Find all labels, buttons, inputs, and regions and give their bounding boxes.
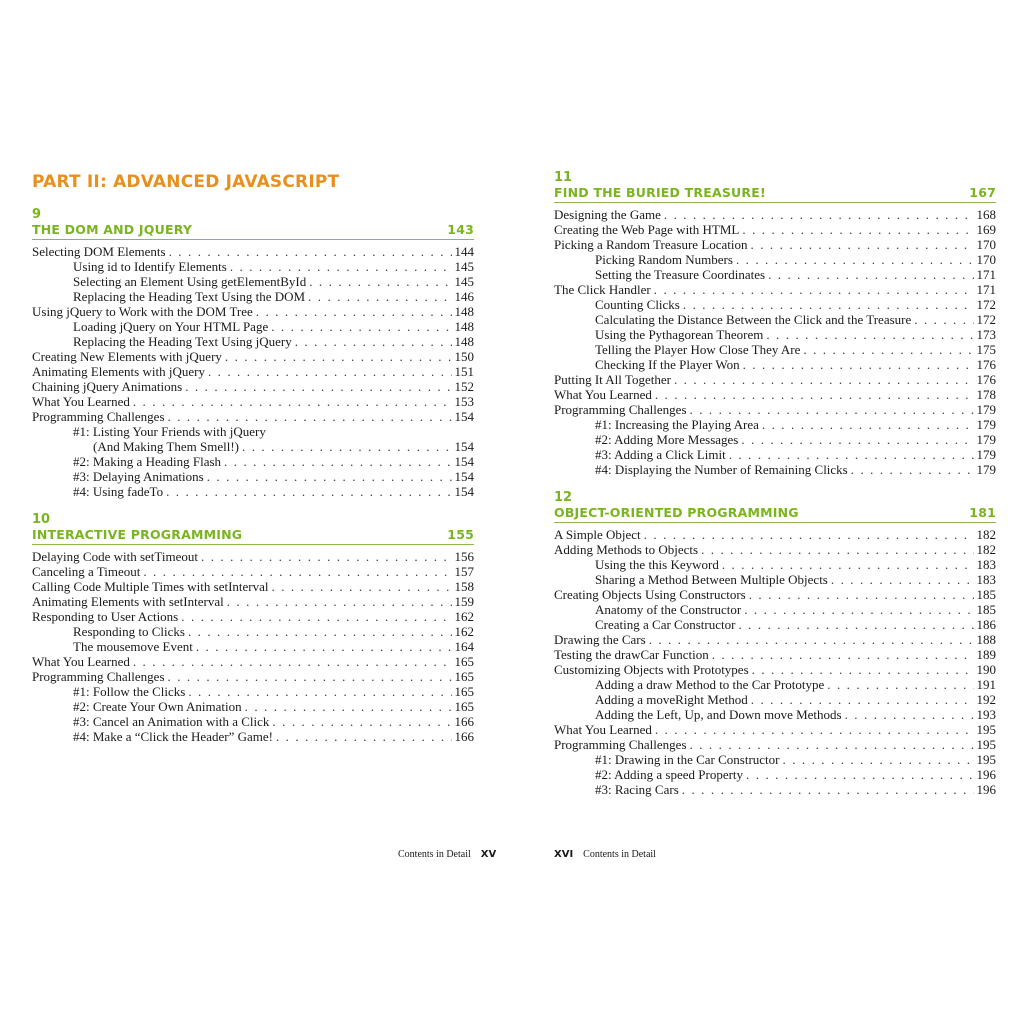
dot-leader — [196, 639, 452, 654]
dot-leader — [738, 617, 973, 632]
dot-leader — [308, 289, 451, 304]
toc-entry-page: 183 — [976, 572, 996, 587]
toc-entry-title: #3: Adding a Click Limit — [595, 447, 726, 462]
dot-leader — [230, 259, 452, 274]
toc-entry-page: 157 — [454, 564, 474, 579]
toc-entry[interactable] — [554, 677, 996, 692]
toc-entry-title: Canceling a Timeout — [32, 564, 141, 579]
toc-entry-title: #4: Using fadeTo — [73, 484, 164, 499]
toc-entry-title: Adding Methods to Objects — [554, 542, 699, 557]
dot-leader — [845, 707, 974, 722]
chapter-heading — [32, 222, 474, 237]
toc-entry-title: Loading jQuery on Your HTML Page — [73, 319, 269, 334]
toc-entry[interactable] — [32, 669, 474, 684]
toc-entry-page: 170 — [976, 237, 996, 252]
toc-entry-list — [32, 549, 474, 744]
toc-entry-page: 153 — [454, 394, 474, 409]
dot-leader — [914, 312, 973, 327]
toc-entry-page: 152 — [454, 379, 474, 394]
toc-entry[interactable] — [32, 549, 474, 564]
toc-entry[interactable] — [554, 542, 996, 557]
toc-entry-page: 158 — [454, 579, 474, 594]
toc-entry-page: 176 — [976, 357, 996, 372]
toc-entry-page: 192 — [976, 692, 996, 707]
toc-entry-page: 196 — [976, 782, 996, 797]
toc-entry[interactable] — [32, 624, 474, 639]
chapter-11 — [554, 171, 996, 477]
toc-entry[interactable] — [554, 782, 996, 797]
toc-entry-title: Creating Objects Using Constructors — [554, 587, 746, 602]
toc-entry-page: 182 — [976, 542, 996, 557]
toc-entry[interactable] — [554, 462, 996, 477]
toc-entry-page: 171 — [976, 282, 996, 297]
toc-entry-title: Adding a draw Method to the Car Prototype — [595, 677, 825, 692]
toc-entry-title: #1: Increasing the Playing Area — [595, 417, 759, 432]
toc-entry[interactable] — [554, 447, 996, 462]
dot-leader — [272, 714, 451, 729]
chapter-number: 9 — [32, 207, 42, 222]
toc-entry-page: 145 — [454, 274, 474, 289]
chapter-9 — [32, 208, 474, 499]
dot-leader — [768, 267, 973, 282]
toc-entry[interactable] — [32, 394, 474, 409]
toc-entry-page: 170 — [976, 252, 996, 267]
dot-leader — [242, 439, 452, 454]
toc-entry[interactable] — [32, 579, 474, 594]
dot-leader — [729, 447, 974, 462]
toc-entry[interactable] — [32, 484, 474, 499]
dot-leader — [185, 379, 451, 394]
toc-entry-page: 146 — [454, 289, 474, 304]
dot-leader — [682, 782, 974, 797]
toc-entry-list — [554, 527, 996, 797]
dot-leader — [783, 752, 974, 767]
toc-entry-list — [32, 244, 474, 499]
toc-entry-page: 166 — [454, 729, 474, 744]
toc-entry-page: 195 — [976, 722, 996, 737]
toc-entry-title: A Simple Object — [554, 527, 641, 542]
dot-leader — [649, 632, 974, 647]
toc-entry-title: Using the Pythagorean Theorem — [595, 327, 764, 342]
dot-leader — [133, 654, 452, 669]
dot-leader — [766, 327, 973, 342]
toc-entry-title: Adding a moveRight Method — [595, 692, 748, 707]
dot-leader — [655, 387, 974, 402]
toc-entry-page: 172 — [976, 312, 996, 327]
toc-entry[interactable] — [554, 632, 996, 647]
toc-entry-page: 145 — [454, 259, 474, 274]
toc-entry-page: 185 — [976, 587, 996, 602]
toc-entry-page: 148 — [454, 334, 474, 349]
toc-entry-page: 166 — [454, 714, 474, 729]
dot-leader — [181, 609, 451, 624]
toc-entry-page: 179 — [976, 447, 996, 462]
toc-entry[interactable] — [32, 714, 474, 729]
toc-entry-title: Picking a Random Treasure Location — [554, 237, 748, 252]
toc-entry-title: Animating Elements with setInterval — [32, 594, 224, 609]
toc-entry-title: (And Making Them Smell!) — [93, 439, 239, 454]
toc-entry[interactable] — [32, 334, 474, 349]
toc-entry-title: Creating a Car Constructor — [595, 617, 736, 632]
toc-entry-title: Programming Challenges — [554, 737, 687, 752]
toc-entry-page: 179 — [976, 432, 996, 447]
toc-entry-page: 164 — [454, 639, 474, 654]
toc-entry-page: 169 — [976, 222, 996, 237]
toc-entry[interactable] — [32, 259, 474, 274]
toc-entry-page: 144 — [454, 244, 474, 259]
dot-leader — [295, 334, 452, 349]
toc-entry-title: #1: Drawing in the Car Constructor — [595, 752, 780, 767]
toc-entry-page: 189 — [976, 647, 996, 662]
toc-entry[interactable] — [554, 527, 996, 542]
footer-left-page-number: XV — [480, 849, 497, 860]
toc-entry-page: 179 — [976, 402, 996, 417]
dot-leader — [276, 729, 452, 744]
toc-entry[interactable] — [32, 729, 474, 744]
dot-leader — [309, 274, 451, 289]
toc-entry[interactable] — [32, 424, 474, 439]
dot-leader — [827, 677, 973, 692]
toc-entry-title: #4: Make a “Click the Header” Game! — [73, 729, 273, 744]
toc-entry-page: 165 — [454, 684, 474, 699]
chapter-page-number: 155 — [447, 527, 474, 542]
toc-entry-page: 154 — [454, 439, 474, 454]
toc-entry-page: 150 — [454, 349, 474, 364]
toc-entry[interactable] — [32, 639, 474, 654]
toc-entry[interactable] — [32, 454, 474, 469]
toc-entry[interactable] — [554, 312, 996, 327]
toc-entry[interactable] — [32, 379, 474, 394]
toc-entry-page: 165 — [454, 699, 474, 714]
dot-leader — [683, 297, 974, 312]
toc-entry[interactable] — [554, 387, 996, 402]
toc-entry-title: Using jQuery to Work with the DOM Tree — [32, 304, 253, 319]
dot-leader — [168, 409, 452, 424]
toc-entry[interactable] — [554, 692, 996, 707]
toc-entry-title: The mousemove Event — [73, 639, 193, 654]
dot-leader — [743, 357, 974, 372]
footer-right-label: Contents in Detail — [583, 849, 656, 860]
toc-entry[interactable] — [554, 222, 996, 237]
toc-entry-page: 168 — [976, 207, 996, 222]
dot-leader — [701, 542, 973, 557]
toc-entry-title: Designing the Game — [554, 207, 661, 222]
toc-entry-title: What You Learned — [32, 394, 130, 409]
toc-entry-title: Putting It All Together — [554, 372, 671, 387]
chapter-heading — [554, 185, 996, 200]
toc-entry[interactable] — [32, 364, 474, 379]
chapter-rule — [32, 239, 474, 240]
dot-leader — [188, 684, 451, 699]
toc-entry-page: 182 — [976, 527, 996, 542]
toc-entry-title: Picking Random Numbers — [595, 252, 733, 267]
toc-entry[interactable] — [32, 564, 474, 579]
chapter-heading — [32, 527, 474, 542]
toc-entry-title: Using id to Identify Elements — [73, 259, 227, 274]
toc-entry-page: 148 — [454, 319, 474, 334]
toc-entry[interactable] — [32, 349, 474, 364]
toc-entry-title: Calculating the Distance Between the Click and the Treasure — [595, 312, 912, 327]
toc-entry-title: Anatomy of the Constructor — [595, 602, 742, 617]
dot-leader — [207, 469, 452, 484]
toc-entry-title: Chaining jQuery Animations — [32, 379, 183, 394]
toc-entry-title: Delaying Code with setTimeout — [32, 549, 198, 564]
toc-entry[interactable] — [554, 617, 996, 632]
toc-entry-page: 188 — [976, 632, 996, 647]
dot-leader — [664, 207, 974, 222]
toc-entry[interactable] — [554, 432, 996, 447]
chapter-rule — [32, 544, 474, 545]
toc-entry-page: 185 — [976, 602, 996, 617]
dot-leader — [751, 237, 974, 252]
toc-entry-title: Testing the drawCar Function — [554, 647, 709, 662]
footer-left — [398, 849, 496, 860]
dot-leader — [166, 484, 451, 499]
toc-entry-page: 171 — [976, 267, 996, 282]
dot-leader — [746, 767, 973, 782]
toc-entry-page: 148 — [454, 304, 474, 319]
toc-entry-page: 154 — [454, 409, 474, 424]
toc-entry-page: 195 — [976, 752, 996, 767]
chapter-10 — [32, 513, 474, 744]
toc-entry-title: #2: Create Your Own Animation — [73, 699, 242, 714]
chapter-title: OBJECT-ORIENTED PROGRAMMING — [554, 505, 799, 520]
toc-entry-page: 154 — [454, 484, 474, 499]
toc-entry-title: Counting Clicks — [595, 297, 680, 312]
toc-entry-title: Replacing the Heading Text Using the DOM — [73, 289, 306, 304]
toc-entry[interactable] — [554, 417, 996, 432]
toc-entry-title: The Click Handler — [554, 282, 651, 297]
chapter-page-number: 181 — [969, 505, 996, 520]
toc-entry-title: Programming Challenges — [32, 669, 165, 684]
toc-entry-page: 179 — [976, 462, 996, 477]
toc-entry[interactable] — [554, 767, 996, 782]
dot-leader — [712, 647, 974, 662]
dot-leader — [224, 454, 451, 469]
footer-left-label: Contents in Detail — [398, 849, 471, 860]
toc-entry-page: 156 — [454, 549, 474, 564]
toc-entry[interactable] — [554, 372, 996, 387]
toc-entry-page: 162 — [454, 609, 474, 624]
footer-right — [554, 849, 656, 860]
toc-entry[interactable] — [32, 684, 474, 699]
chapter-heading — [554, 505, 996, 520]
toc-entry-page: 154 — [454, 469, 474, 484]
toc-entry[interactable] — [554, 647, 996, 662]
toc-entry[interactable] — [554, 707, 996, 722]
toc-entry-title: Drawing the Cars — [554, 632, 646, 647]
toc-entry[interactable] — [554, 297, 996, 312]
toc-entry-page: 162 — [454, 624, 474, 639]
toc-entry-title: #2: Adding a speed Property — [595, 767, 744, 782]
toc-entry[interactable] — [32, 244, 474, 259]
chapter-rule — [554, 522, 996, 523]
toc-entry-title: #2: Adding More Messages — [595, 432, 739, 447]
toc-entry-page: 151 — [454, 364, 474, 379]
dot-leader — [674, 372, 974, 387]
toc-entry[interactable] — [554, 402, 996, 417]
toc-entry-title: What You Learned — [32, 654, 130, 669]
toc-entry-title: Calling Code Multiple Times with setInterval — [32, 579, 269, 594]
toc-entry[interactable] — [554, 662, 996, 677]
dot-leader — [271, 319, 451, 334]
toc-entry-title: What You Learned — [554, 387, 652, 402]
toc-entry-title: Checking If the Player Won — [595, 357, 740, 372]
toc-entry-title: Responding to Clicks — [73, 624, 185, 639]
toc-entry[interactable] — [554, 252, 996, 267]
dot-leader — [644, 527, 974, 542]
chapter-title: FIND THE BURIED TREASURE! — [554, 185, 766, 200]
toc-entry-title: What You Learned — [554, 722, 652, 737]
dot-leader — [208, 364, 452, 379]
chapter-page-number: 167 — [969, 185, 996, 200]
toc-entry[interactable] — [554, 557, 996, 572]
toc-entry-title: Using the this Keyword — [595, 557, 719, 572]
chapter-rule — [554, 202, 996, 203]
toc-entry[interactable] — [554, 602, 996, 617]
toc-entry-page: 165 — [454, 669, 474, 684]
toc-entry-title: Programming Challenges — [32, 409, 165, 424]
chapter-title: INTERACTIVE PROGRAMMING — [32, 527, 243, 542]
toc-entry-title: #4: Displaying the Number of Remaining Clicks — [595, 462, 848, 477]
toc-entry-page: 190 — [976, 662, 996, 677]
chapter-12 — [554, 491, 996, 797]
toc-entry-title: Selecting DOM Elements — [32, 244, 166, 259]
dot-leader — [742, 222, 973, 237]
toc-entry[interactable] — [554, 267, 996, 282]
dot-leader — [831, 572, 974, 587]
toc-entry-title: Programming Challenges — [554, 402, 687, 417]
toc-entry-page: 183 — [976, 557, 996, 572]
toc-entry[interactable] — [554, 722, 996, 737]
toc-entry-title: #3: Racing Cars — [595, 782, 679, 797]
toc-entry[interactable] — [554, 282, 996, 297]
toc-entry[interactable] — [554, 357, 996, 372]
chapter-number: 12 — [554, 490, 573, 505]
toc-entry[interactable] — [32, 409, 474, 424]
toc-entry[interactable] — [32, 699, 474, 714]
dot-leader — [752, 662, 974, 677]
toc-entry[interactable] — [32, 289, 474, 304]
toc-entry-page: 196 — [976, 767, 996, 782]
dot-leader — [803, 342, 973, 357]
toc-entry-title: Setting the Treasure Coordinates — [595, 267, 766, 282]
toc-entry-page: 165 — [454, 654, 474, 669]
dot-leader — [736, 252, 974, 267]
dot-leader — [169, 244, 452, 259]
toc-entry[interactable] — [32, 274, 474, 289]
dot-leader — [225, 349, 452, 364]
toc-entry-page: 179 — [976, 417, 996, 432]
toc-entry[interactable] — [32, 594, 474, 609]
chapter-number: 11 — [554, 170, 573, 185]
dot-leader — [654, 282, 974, 297]
dot-leader — [188, 624, 452, 639]
toc-entry-page: 191 — [976, 677, 996, 692]
toc-entry-title: #3: Cancel an Animation with a Click — [73, 714, 270, 729]
dot-leader — [751, 692, 974, 707]
toc-entry-page: 176 — [976, 372, 996, 387]
dot-leader — [741, 432, 973, 447]
toc-entry-title: Sharing a Method Between Multiple Objects — [595, 572, 828, 587]
toc-entry-page: 172 — [976, 297, 996, 312]
toc-entry-title: #3: Delaying Animations — [73, 469, 204, 484]
footer-right-page-number: XVI — [554, 849, 574, 860]
toc-entry-page: 178 — [976, 387, 996, 402]
toc-entry[interactable] — [554, 737, 996, 752]
toc-entry[interactable] — [554, 342, 996, 357]
dot-leader — [256, 304, 452, 319]
dot-leader — [272, 579, 452, 594]
toc-entry-title: Adding the Left, Up, and Down move Methods — [595, 707, 842, 722]
toc-entry[interactable] — [554, 572, 996, 587]
toc-entry[interactable] — [32, 609, 474, 624]
toc-entry[interactable] — [32, 654, 474, 669]
toc-entry-page: 175 — [976, 342, 996, 357]
dot-leader — [744, 602, 973, 617]
dot-leader — [690, 737, 974, 752]
chapter-number: 10 — [32, 512, 51, 527]
dot-leader — [133, 394, 452, 409]
toc-entry-title: #2: Making a Heading Flash — [73, 454, 222, 469]
dot-leader — [722, 557, 974, 572]
toc-entry[interactable] — [554, 327, 996, 342]
toc-entry[interactable] — [32, 304, 474, 319]
toc-entry[interactable] — [32, 439, 474, 454]
part-title: PART II: ADVANCED JAVASCRIPT — [32, 172, 340, 192]
dot-leader — [851, 462, 974, 477]
toc-entry-title: #1: Listing Your Friends with jQuery — [73, 424, 266, 439]
toc-entry[interactable] — [554, 752, 996, 767]
toc-entry[interactable] — [554, 207, 996, 222]
toc-entry-title: Selecting an Element Using getElementById — [73, 274, 307, 289]
chapter-title: THE DOM AND JQUERY — [32, 222, 193, 237]
dot-leader — [749, 587, 974, 602]
toc-entry-page: 193 — [976, 707, 996, 722]
toc-entry-title: Animating Elements with jQuery — [32, 364, 205, 379]
toc-entry-title: Replacing the Heading Text Using jQuery — [73, 334, 292, 349]
chapter-page-number: 143 — [447, 222, 474, 237]
toc-entry[interactable] — [554, 237, 996, 252]
toc-entry-page: 186 — [976, 617, 996, 632]
dot-leader — [227, 594, 452, 609]
toc-entry-page: 159 — [454, 594, 474, 609]
dot-leader — [245, 699, 452, 714]
toc-entry-title: Customizing Objects with Prototypes — [554, 662, 749, 677]
toc-entry-title: Telling the Player How Close They Are — [595, 342, 801, 357]
toc-entry-page: 173 — [976, 327, 996, 342]
dot-leader — [143, 564, 451, 579]
dot-leader — [201, 549, 452, 564]
toc-entry-title: Creating the Web Page with HTML — [554, 222, 740, 237]
toc-entry-page: 154 — [454, 454, 474, 469]
toc-entry[interactable] — [554, 587, 996, 602]
dot-leader — [655, 722, 974, 737]
toc-entry-list — [554, 207, 996, 477]
toc-entry[interactable] — [32, 469, 474, 484]
toc-entry-title: Responding to User Actions — [32, 609, 179, 624]
toc-entry-title: Creating New Elements with jQuery — [32, 349, 222, 364]
dot-leader — [168, 669, 452, 684]
toc-entry-page: 195 — [976, 737, 996, 752]
dot-leader — [762, 417, 974, 432]
dot-leader — [690, 402, 974, 417]
toc-entry-title: #1: Follow the Clicks — [73, 684, 186, 699]
toc-entry[interactable] — [32, 319, 474, 334]
